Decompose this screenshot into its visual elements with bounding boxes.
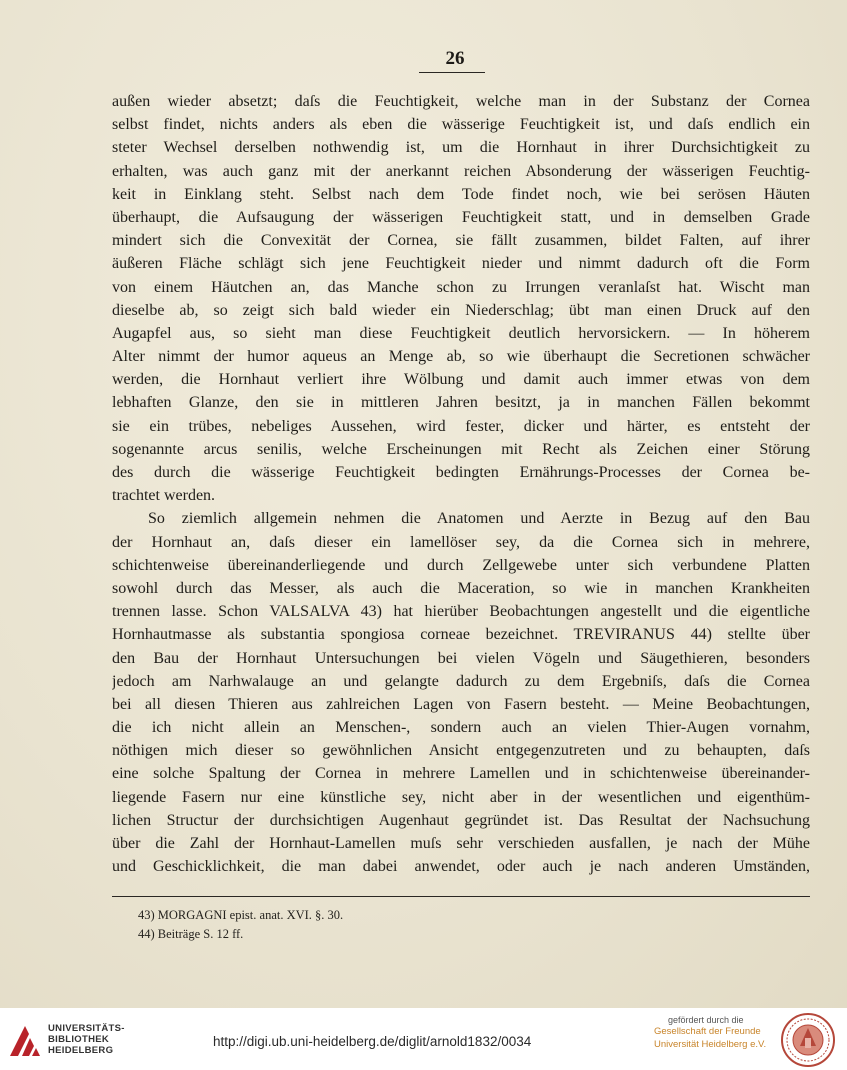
page-number: 26 [445,48,465,69]
text-line: schichtenweise übereinanderliegende und durch Zellgewebe unter sich verbundene Platten [112,556,810,574]
text-line: Augapfel aus, so sieht man diese Feuchtigkeit deutlich hervorsickern. — In höherem [112,324,810,342]
page-number-rule [419,72,485,73]
text-line: äußeren Fläche schlägt sich jene Feuchtigkeit nieder und nimmt dadurch oft die Form [112,255,810,273]
text-line: erhalten, was auch ganz mit der anerkannt reichen Absonderung der wässerigen Feuchtig- [112,162,810,180]
text-line: mindert sich die Convexität der Cornea, sie fällt zusammen, bildet Falten, auf ihrer [112,232,810,250]
body-text [112,90,810,878]
text-line: werden, die Hornhaut verliert ihre Wölbung und damit auch immer etwas von dem [112,371,810,389]
text-line: steter Wechsel derselben nothwendig ist, um die Hornhaut in ihrer Durchsichtigkeit zu [112,139,810,157]
text-line: bei all diesen Thieren aus zahlreichen Lagen von Fasern besteht. — Meine Beobachtungen, [112,695,810,713]
text-line: jedoch am Narhwalauge an und gelangte dadurch zu dem Ergebniſs, daſs die Cornea [112,672,810,690]
text-line: den Bau der Hornhaut Untersuchungen bei vielen Vögeln und Säugethieren, besonders [112,649,810,667]
text-line: trachtet werden. [112,487,216,505]
text-line: sowohl durch das Messer, als auch die Maceration, so wie in manchen Krankheiten [112,579,810,597]
source-url[interactable]: http://digi.ub.uni-heidelberg.de/diglit/arnold1832/0034 [213,1034,532,1049]
text-line: über die Zahl der Hornhaut-Lamellen muſs sehr verschieden ausfallen, je nach der Mühe [112,835,810,852]
text-line: überhaupt, die Aufsaugung der wässerigen Feuchtigkeit statt, und in demselben Grade [112,208,810,226]
text-line: liegende Fasern nur eine künstliche sey, nicht aber in der wesentlichen und eigenthüm- [112,788,810,806]
text-line: lebhaften Glanze, den sie in mittleren Jahren besitzt, ja in manchen Fällen bekommt [112,394,810,412]
text-line: Hornhautmasse als substantia spongiosa corneae bezeichnet. TREVIRANUS 44) stellte über [112,626,810,644]
text-line: die ich nicht allein an Menschen-, sondern auch an vielen Thier-Augen vornahm, [112,719,810,737]
text-line: von einem Häutchen an, das Manche schon zu Irrungen veranlaſst hat. Wischt man [112,278,810,296]
text-line: der Hornhaut an, daſs dieser ein lamellöser sey, da die Cornea sich in mehrere, [112,533,810,551]
text-line: nöthigen mich dieser so gewöhnlichen Ansicht entgegenzutreten und zu behaupten, daſs [112,742,810,760]
text-line: Alter nimmt der humor aqueus an Menge ab, so wie überhaupt die Secretionen schwächer [112,348,810,366]
footnote-rule [112,896,810,897]
text-line: keit in Einklang steht. Selbst nach dem Tode findet noch, wie bei serösen Häuten [112,185,810,203]
footnote-44: 44) Beiträge S. 12 ff. [138,927,244,941]
text-line: So ziemlich allgemein nehmen die Anatomen und Aerzte in Bezug auf den Bau [148,510,810,528]
text-line: außen wieder absetzt; daſs die Feuchtigkeit, welche man in der Substanz der Cornea [112,93,810,110]
text-line: sie ein trübes, nebeliges Aussehen, wird fester, dicker und härter, es entsteht der [112,417,810,435]
text-line: dieselbe ab, so zeigt sich bald wieder ein Niederschlag; übt man einen Druck auf den [112,301,810,319]
text-line: sogenannte arcus senilis, welche Erscheinungen mit Recht als Zeichen einer Störung [112,440,810,458]
text-line: selbst findet, nichts anders als eben die wässerige Feuchtigkeit ist, und daſs endlich ein [112,116,810,134]
footer-bar [0,1008,847,1070]
library-logo-icon [8,1020,42,1060]
university-seal-icon [780,1012,836,1068]
text-line: lichen Structur der durchsichtigen Augenhaut gegründet ist. Das Resultat der Nachsuchung [112,811,810,829]
sponsor-credit: gefördert durch die Gesellschaft der Freunde Universität Heidelberg e.V. [654,1015,767,1050]
text-line: eine solche Spaltung der Cornea in mehrere Lamellen und in schichtenweise übereinander- [112,765,810,783]
footnotes [138,906,778,944]
library-name: UNIVERSITÄTS- BIBLIOTHEK HEIDELBERG [48,1023,125,1056]
footnote-43: 43) MORGAGNI epist. anat. XVI. §. 30. [138,908,344,922]
text-line: trennen lasse. Schon VALSALVA 43) hat hierüber Beobachtungen angestellt und die eigentliche [112,603,810,621]
text-line: und Geschicklichkeit, die man dabei anwendet, oder auch je nach anderen Umständen, [112,858,810,876]
text-line: des durch die wässerige Feuchtigkeit bedingten Ernährungs-Processes der Cornea be- [112,464,810,481]
